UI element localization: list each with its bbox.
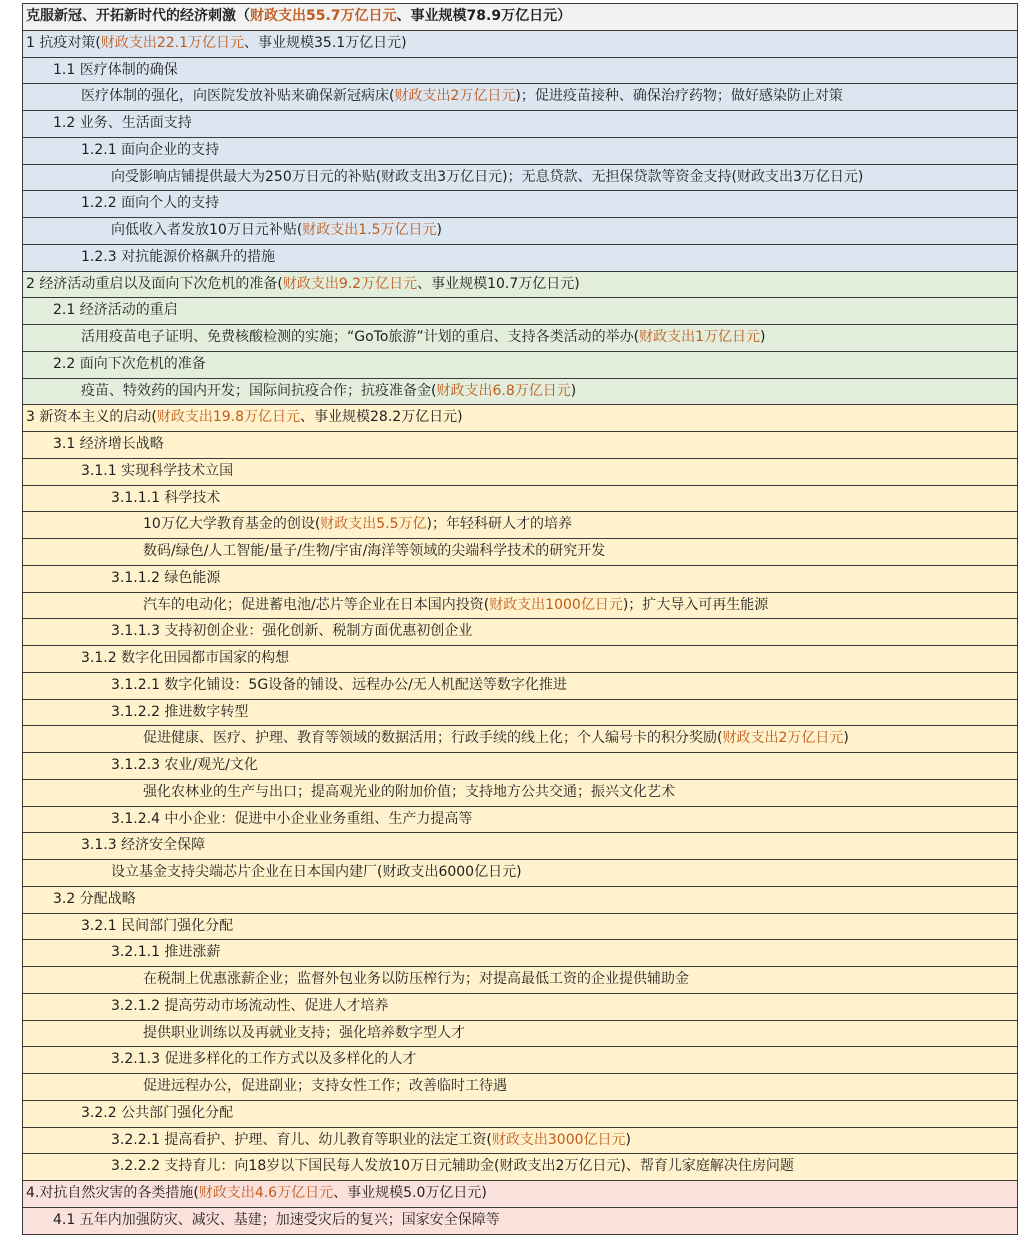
title-tail: 、事业规模78.9万亿日元） (396, 8, 572, 24)
stimulus-package-table (22, 3, 1018, 1235)
table-row (23, 486, 1017, 513)
row-text: 汽车的电动化；促进蓄电池/芯片等企业在日本国内投资( (143, 596, 490, 613)
row-expenditure-highlight: 财政支出4.6万亿日元 (198, 1185, 334, 1201)
row-text: 3.2.1 民间部门强化分配 (81, 917, 234, 934)
row-expenditure-highlight: 财政支出1000亿日元 (489, 596, 623, 613)
title-highlight: 财政支出55.7万亿日元 (250, 8, 397, 24)
table-row (23, 619, 1017, 646)
table-row (23, 111, 1017, 138)
table-row (23, 1154, 1017, 1181)
row-text: 3.1.1.2 绿色能源 (111, 569, 221, 586)
row-text: )；扩大导入可再生能源 (622, 596, 769, 613)
row-text: 1.2 业务、生活面支持 (53, 115, 192, 131)
table-row (23, 539, 1017, 566)
row-text: 数码/绿色/人工智能/量子/生物/宇宙/海洋等领域的尖端科学技术的研究开发 (143, 543, 606, 559)
row-text: 设立基金支持尖端芯片企业在日本国内建厂(财政支出6000亿日元) (111, 864, 522, 880)
row-expenditure-highlight: 财政支出6.8万亿日元 (436, 382, 571, 399)
row-text: ) (570, 382, 577, 399)
table-row (23, 566, 1017, 593)
table-row (23, 84, 1017, 111)
row-text: 医疗体制的强化，向医院发放补贴来确保新冠病床( (81, 88, 395, 105)
table-row (23, 405, 1017, 432)
row-text: 3.1.2.2 推进数字转型 (111, 703, 249, 720)
table-row (23, 165, 1017, 192)
row-text: 1 抗疫对策( (26, 34, 101, 51)
row-text: 促进健康、医疗、护理、教育等领域的数据活用；行政手续的线上化；个人编号卡的积分奖励( (143, 730, 723, 747)
table-row (23, 914, 1017, 941)
row-text: 1.1 医疗体制的确保 (53, 61, 178, 78)
table-row (23, 833, 1017, 860)
row-expenditure-highlight: 财政支出22.1万亿日元 (100, 34, 244, 51)
table-row (23, 272, 1017, 299)
table-row (23, 780, 1017, 807)
row-text: ) (760, 329, 766, 345)
row-text: 3.1.1.1 科学技术 (111, 489, 221, 506)
row-text: 、事业规模35.1万亿日元) (244, 34, 407, 51)
table-row (23, 1128, 1017, 1155)
row-text: 3.1.2.4 中小企业：促进中小企业业务重组、生产力提高等 (111, 810, 473, 827)
table-row (23, 459, 1017, 486)
table-row (23, 31, 1017, 58)
table-row (23, 1101, 1017, 1128)
row-text: 3.2.1.1 推进涨薪 (111, 944, 221, 961)
row-text: 、事业规模10.7万亿日元) (417, 275, 580, 292)
table-row (23, 673, 1017, 700)
row-text: 3.2.2 公共部门强化分配 (81, 1104, 234, 1121)
row-expenditure-highlight: 财政支出5.5万亿 (320, 516, 427, 533)
row-text: 向受影响店铺提供最大为250万日元的补贴(财政支出3万亿日元)；无息贷款、无担保贷款等资金支持(财政支出3万亿日元) (111, 168, 864, 185)
row-text: 3.2.2.1 提高看护、护理、育儿、幼儿教育等职业的法定工资( (111, 1131, 492, 1148)
row-text: 疫苗、特效药的国内开发；国际间抗疫合作；抗疫准备金( (81, 382, 437, 399)
row-text: 10万亿大学教育基金的创设( (143, 516, 321, 533)
table-row (23, 512, 1017, 539)
row-expenditure-highlight: 财政支出1万亿日元 (639, 329, 761, 345)
row-text: 向低收入者发放10万日元补贴( (111, 222, 303, 238)
row-expenditure-highlight: 财政支出2万亿日元 (394, 88, 516, 105)
row-text: 1.2.2 面向个人的支持 (81, 195, 220, 212)
row-text: 2 经济活动重启以及面向下次危机的准备( (26, 275, 283, 292)
row-text: 3.1.2 数字化田园都市国家的构想 (81, 650, 290, 666)
table-row (23, 887, 1017, 914)
table-row (23, 807, 1017, 834)
row-text: )；促进疫苗接种、确保治疗药物；做好感染防止对策 (515, 88, 843, 105)
row-text: ) (436, 222, 443, 238)
row-text: 3.2 分配战略 (53, 890, 136, 907)
row-text: 3.2.1.2 提高劳动市场流动性、促进人才培养 (111, 997, 389, 1014)
row-text: 1.2.3 对抗能源价格飙升的措施 (81, 248, 276, 265)
row-expenditure-highlight: 财政支出2万亿日元 (722, 730, 844, 747)
table-row (23, 1021, 1017, 1048)
row-text: 3.1 经济增长战略 (53, 436, 164, 452)
row-expenditure-highlight: 财政支出9.2万亿日元 (282, 275, 418, 292)
table-row (23, 860, 1017, 887)
row-text: 3.1.1 实现科学技术立国 (81, 462, 234, 479)
row-text: 活用疫苗电子证明、免费核酸检测的实施；“GoTo旅游”计划的重启、支持各类活动的举办( (81, 329, 640, 345)
table-row (23, 1074, 1017, 1101)
row-text: 2.1 经济活动的重启 (53, 302, 178, 319)
table-body (23, 31, 1017, 1235)
row-text: 3.1.3 经济安全保障 (81, 837, 206, 854)
table-row (23, 58, 1017, 85)
table-row (23, 700, 1017, 727)
row-text: 3.1.1.3 支持初创企业：强化创新、税制方面优惠初创企业 (111, 623, 473, 640)
row-expenditure-highlight: 财政支出1.5万亿日元 (302, 222, 437, 238)
table-row (23, 1208, 1017, 1235)
row-text: 、事业规模5.0万亿日元) (333, 1185, 487, 1201)
row-text: 提供职业训练以及再就业支持；强化培养数字型人才 (143, 1024, 465, 1041)
row-text: 4.1 五年内加强防灾、减灾、基建；加速受灾后的复兴；国家安全保障等 (53, 1211, 500, 1228)
row-text: 4.对抗自然灾害的各类措施( (26, 1185, 199, 1201)
table-row (23, 379, 1017, 406)
table-row (23, 593, 1017, 620)
table-row (23, 218, 1017, 245)
row-text: 促进远程办公，促进副业；支持女性工作；改善临时工待遇 (143, 1078, 507, 1094)
row-text: 在税制上优惠涨薪企业；监督外包业务以防压榨行为；对提高最低工资的企业提供辅助金 (143, 971, 689, 987)
table-row (23, 245, 1017, 272)
table-row (23, 1047, 1017, 1074)
row-text: 2.2 面向下次危机的准备 (53, 355, 206, 372)
row-text: )；年轻科研人才的培养 (426, 516, 573, 533)
table-row (23, 994, 1017, 1021)
row-text: 强化农林业的生产与出口；提高观光业的附加价值；支持地方公共交通；振兴文化艺术 (143, 783, 675, 800)
table-row (23, 432, 1017, 459)
row-text: 3.2.2.2 支持育儿：向18岁以下国民每人发放10万日元辅助金(财政支出2万亿日元)、帮育儿家庭解决住房问题 (111, 1158, 794, 1175)
table-row (23, 646, 1017, 673)
table-row (23, 1181, 1017, 1208)
row-text: 3.1.2.3 农业/观光/文化 (111, 757, 258, 773)
table-row (23, 352, 1017, 379)
row-expenditure-highlight: 财政支出3000亿日元 (491, 1131, 626, 1148)
row-text: ) (843, 730, 849, 747)
row-text: 、事业规模28.2万亿日元) (300, 409, 463, 426)
table-row (23, 325, 1017, 352)
row-text: ) (625, 1131, 631, 1148)
table-row (23, 191, 1017, 218)
row-text: 3.1.2.1 数字化铺设：5G设备的铺设、远程办公/无人机配送等数字化推进 (111, 676, 567, 693)
title-text: 克服新冠、开拓新时代的经济刺激（ (26, 8, 250, 24)
table-row (23, 138, 1017, 165)
table-row (23, 753, 1017, 780)
row-text: 1.2.1 面向企业的支持 (81, 141, 220, 158)
row-text: 3 新资本主义的启动( (26, 409, 157, 426)
table-title-row (23, 4, 1017, 31)
table-row (23, 940, 1017, 967)
row-expenditure-highlight: 财政支出19.8万亿日元 (156, 409, 300, 426)
table-row (23, 967, 1017, 994)
table-row (23, 726, 1017, 753)
row-text: 3.2.1.3 促进多样化的工作方式以及多样化的人才 (111, 1051, 417, 1068)
table-row (23, 298, 1017, 325)
